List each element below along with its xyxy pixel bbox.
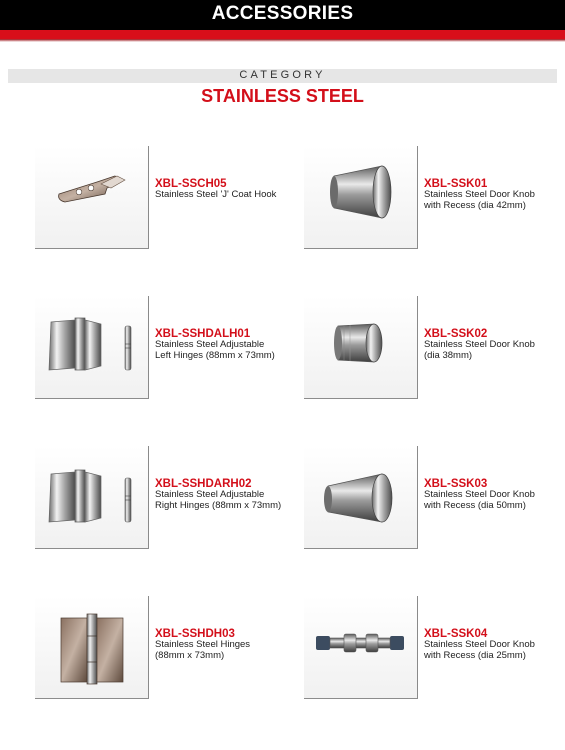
product-card[interactable] — [304, 596, 565, 706]
product-card[interactable] — [35, 446, 305, 556]
product-card[interactable] — [35, 296, 305, 406]
product-card[interactable] — [304, 146, 565, 256]
product-description: Stainless Steel Hinges (88mm x 73mm) — [155, 639, 251, 661]
product-description: Stainless Steel Door Knob with Recess (dia 25mm) — [424, 639, 535, 661]
product-description: Stainless Steel Door Knob with Recess (dia 42mm) — [424, 189, 535, 211]
product-description: Stainless Steel Adjustable Left Hinges (88mm x 73mm) — [155, 339, 275, 361]
product-description: Stainless Steel Adjustable Right Hinges (88mm x 73mm) — [155, 489, 282, 511]
product-code: XBL-SSHDARH02 — [155, 478, 252, 490]
door-knob-cylinder-icon — [304, 296, 417, 398]
header-accent-shadow — [0, 39, 565, 42]
product-card[interactable] — [35, 146, 305, 256]
product-code: XBL-SSHDALH01 — [155, 328, 251, 340]
hinge-right-icon — [35, 446, 148, 548]
product-card[interactable] — [35, 596, 305, 706]
product-code: XBL-SSK01 — [424, 178, 488, 190]
product-card[interactable] — [304, 296, 565, 406]
category-title: STAINLESS STEEL — [201, 86, 364, 106]
hinge-flat-icon — [35, 596, 148, 698]
door-knob-tapered-large-icon — [304, 446, 417, 548]
hinge-left-icon — [35, 296, 148, 398]
product-code: XBL-SSK04 — [424, 628, 488, 640]
door-knob-tapered-icon — [304, 146, 417, 248]
product-code: XBL-SSCH05 — [155, 178, 227, 190]
product-description: Stainless Steel Door Knob (dia 38mm) — [424, 339, 535, 361]
header-title: ACCESSORIES — [211, 3, 354, 24]
category-label: CATEGORY — [239, 69, 326, 81]
product-code: XBL-SSK03 — [424, 478, 488, 490]
header-bar — [0, 0, 565, 31]
product-description: Stainless Steel 'J' Coat Hook — [155, 189, 277, 200]
product-card[interactable] — [304, 446, 565, 556]
header-accent-band — [0, 30, 565, 39]
product-code: XBL-SSHDH03 — [155, 628, 235, 640]
product-code: XBL-SSK02 — [424, 328, 488, 340]
coat-hook-icon — [35, 146, 148, 248]
door-knob-bar-icon — [304, 596, 417, 698]
product-description: Stainless Steel Door Knob with Recess (dia 50mm) — [424, 489, 535, 511]
